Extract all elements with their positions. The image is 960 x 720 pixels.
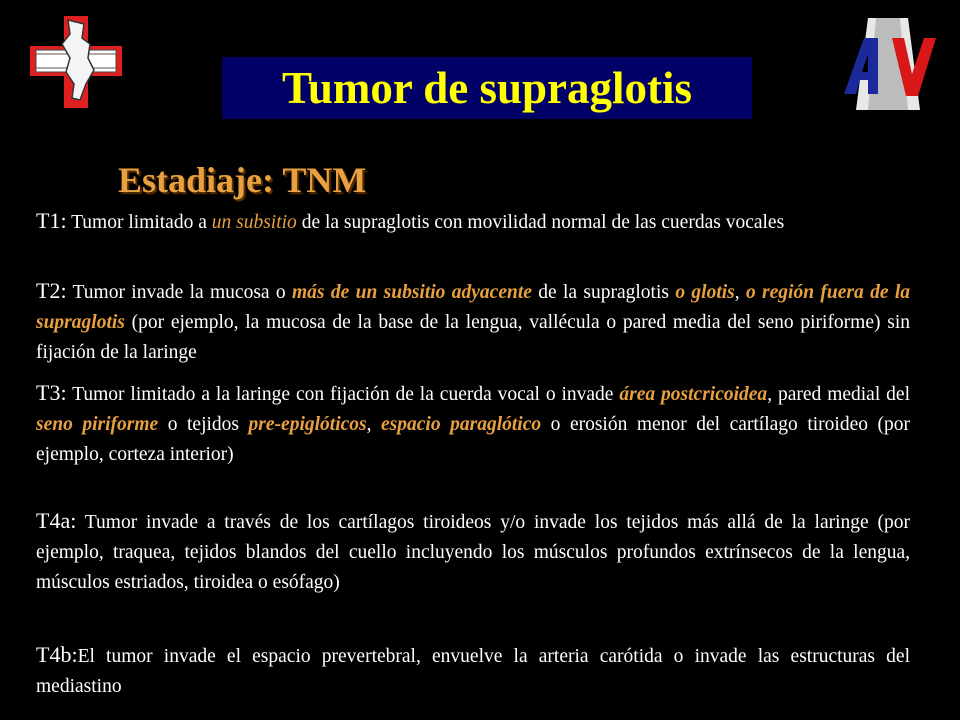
title-banner (222, 57, 752, 119)
stage-text: El tumor invade el espacio prevertebral, envuelve la arteria carótida o invade las estructuras del mediastino (36, 646, 910, 697)
cross-map-logo (28, 14, 124, 110)
highlight-text: un subsitio (211, 212, 297, 233)
stage-t3 (36, 378, 910, 470)
stage-tag: T2: (36, 278, 67, 303)
stage-t2 (36, 276, 910, 368)
highlight-text: más de un subsitio adyacente (292, 282, 532, 303)
highlight-text: o glotis (675, 282, 735, 303)
stage-text: (por ejemplo, la mucosa de la base de la lengua, vallécula o pared media del seno piriforme) sin fijación de la laringe (36, 312, 910, 363)
av-logo (838, 14, 938, 114)
highlight-text: espacio paraglótico (381, 414, 542, 435)
stage-tag: T4a: (36, 508, 77, 533)
stage-text: , (366, 414, 382, 435)
stage-tag: T1: (36, 208, 67, 233)
highlight-text: seno piriforme (36, 414, 159, 435)
stage-text: , pared medial del (767, 384, 910, 405)
stage-tag: T4b: (36, 642, 78, 667)
stage-text: o tejidos (158, 414, 249, 435)
stage-text: o erosión menor del cartílago tiroideo (por ejemplo, corteza interior) (36, 414, 910, 465)
stage-text: de la supraglotis (531, 282, 676, 303)
stage-t1 (36, 206, 910, 238)
page-title: Tumor de supraglotis (281, 63, 693, 113)
highlight-text: o región fuera de la supraglotis (36, 282, 910, 333)
stage-t4a (36, 506, 910, 598)
stage-text: Tumor invade la mucosa o (66, 282, 293, 303)
highlight-text: área postcricoidea (619, 384, 768, 405)
stage-text: , (734, 282, 746, 303)
stage-text: Tumor limitado a (66, 212, 212, 233)
stage-text: Tumor invade a través de los cartílagos tiroideos y/o invade los tejidos más allá de la laringe (por ejemplo, traquea, tejidos blandos del cuello incluyendo los músculos profundos extrínsecos de la lengua, músculos estriados, tiroidea o esófago) (36, 512, 910, 593)
section-subtitle: Estadiaje: TNM (118, 160, 367, 200)
stage-text: de la supraglotis con movilidad normal de las cuerdas vocales (296, 212, 785, 233)
stage-text: Tumor limitado a la laringe con fijación de la cuerda vocal o invade (66, 384, 620, 405)
highlight-text: pre-epiglóticos (248, 414, 367, 435)
stage-t4b (36, 640, 910, 702)
stage-tag: T3: (36, 380, 67, 405)
